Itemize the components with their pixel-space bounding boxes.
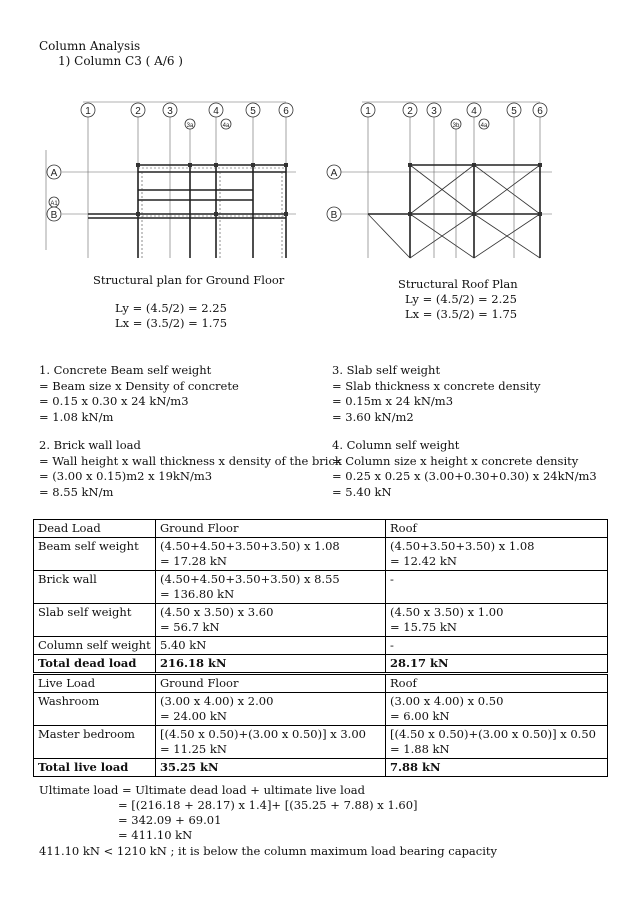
total-roof: 28.17 kN (386, 655, 608, 673)
ground-plan-caption: Structural plan for Ground Floor (93, 273, 285, 287)
roof-grid-label: A (330, 168, 338, 179)
slab-weight-calc (332, 363, 541, 425)
roof-plan-drawing (318, 90, 558, 262)
roof-cell (386, 693, 608, 726)
ultimate-load-formula: Ultimate load = Ultimate dead load + ultimate live load (39, 783, 365, 797)
table-header-row (34, 675, 608, 693)
ground-grid-label: 6 (283, 106, 289, 117)
table-header-cell: Ground Floor (156, 675, 386, 693)
ground-floor-cell (156, 637, 386, 655)
cell-line: [(4.50 x 0.50)+(3.00 x 0.50)] x 0.50 (390, 727, 596, 741)
total-ground-floor: 35.25 kN (156, 759, 386, 777)
ultimate-load-result: = 411.10 kN (118, 828, 193, 842)
roof-lx-formula: Lx = (3.5/2) = 1.75 (405, 307, 518, 321)
roof-grid-label: 5 (511, 106, 517, 117)
total-label: Total live load (34, 759, 156, 777)
table-header-row (34, 520, 608, 538)
row-label: Master bedroom (34, 726, 156, 759)
ground-floor-cell (156, 604, 386, 637)
page-title: Column Analysis (39, 39, 141, 53)
ground-floor-plan-drawing (38, 90, 300, 262)
ground-grid-label: 3a (186, 123, 194, 129)
roof-ly-formula: Ly = (4.5/2) = 2.25 (405, 292, 517, 306)
dead-load-table (33, 519, 608, 673)
cell-line: = 6.00 kN (390, 709, 450, 723)
roof-plan-caption: Structural Roof Plan (398, 277, 518, 291)
table-row (34, 571, 608, 604)
total-roof: 7.88 kN (386, 759, 608, 777)
calc-line: = (3.00 x 0.15)m2 x 19kN/m3 (39, 469, 213, 483)
cell-line: - (390, 572, 394, 586)
row-label: Washroom (34, 693, 156, 726)
roof-cell (386, 637, 608, 655)
table-header-cell: Ground Floor (156, 520, 386, 538)
ground-grid-label: B (50, 210, 58, 221)
column-subtitle: 1) Column C3 ( A/6 ) (58, 54, 183, 68)
cell-line: (3.00 x 4.00) x 0.50 (390, 694, 504, 708)
table-header-cell: Live Load (34, 675, 156, 693)
ground-grid-label: 1 (85, 106, 91, 117)
ground-ly-formula: Ly = (4.5/2) = 2.25 (115, 301, 227, 315)
roof-cell (386, 726, 608, 759)
cell-line: = 1.88 kN (390, 742, 450, 756)
ground-grid-label: 4 (213, 106, 219, 117)
column-weight-calc (332, 438, 597, 500)
cell-line: = 11.25 kN (160, 742, 227, 756)
calc-line: = 0.15 x 0.30 x 24 kN/m3 (39, 394, 189, 408)
cell-line: (4.50 x 3.50) x 3.60 (160, 605, 274, 619)
calc-line: = Column size x height x concrete density (332, 453, 579, 468)
cell-line: = 24.00 kN (160, 709, 227, 723)
table-total-row (34, 759, 608, 777)
ultimate-load-step: = 342.09 + 69.01 (118, 813, 222, 827)
cell-line: = 17.28 kN (160, 554, 227, 568)
cell-line: - (390, 638, 394, 652)
ground-floor-cell (156, 693, 386, 726)
ground-grid-label: A1 (50, 201, 58, 207)
row-label: Beam self weight (34, 538, 156, 571)
roof-grid-label: 4a (480, 123, 488, 129)
total-label: Total dead load (34, 655, 156, 673)
calc-line: = 0.15m x 24 kN/m3 (332, 394, 454, 408)
roof-grid-label: 4 (471, 106, 477, 117)
beam-weight-calc (39, 363, 239, 425)
calc-line: = Beam size x Density of concrete (39, 378, 239, 393)
live-load-table (33, 674, 608, 777)
calc-line: 3. Slab self weight (332, 363, 441, 377)
roof-grid-label: 3b (452, 123, 460, 129)
ground-grid-label: 3 (167, 106, 173, 117)
calc-line: = 1.08 kN/m (39, 409, 114, 424)
calc-line: = Wall height x wall thickness x density of the brick (39, 453, 342, 468)
calc-line: 1. Concrete Beam self weight (39, 363, 212, 377)
roof-grid-label: 3 (431, 106, 437, 117)
calc-line: = 0.25 x 0.25 x (3.00+0.30+0.30) x 24kN/m3 (332, 469, 597, 483)
roof-grid-label: 2 (407, 106, 413, 117)
ground-floor-cell (156, 726, 386, 759)
cell-line: = 56.7 kN (160, 620, 220, 634)
cell-line: = 136.80 kN (160, 587, 235, 601)
roof-cell (386, 604, 608, 637)
ground-grid-label: A (50, 168, 58, 179)
roof-cell (386, 538, 608, 571)
cell-line: [(4.50 x 0.50)+(3.00 x 0.50)] x 3.00 (160, 727, 366, 741)
cell-line: (3.00 x 4.00) x 2.00 (160, 694, 274, 708)
cell-line: (4.50+4.50+3.50+3.50) x 8.55 (160, 572, 340, 586)
calc-line: 2. Brick wall load (39, 438, 141, 452)
brick-wall-calc (39, 438, 342, 500)
table-row (34, 604, 608, 637)
cell-line: = 12.42 kN (390, 554, 457, 568)
cell-line: (4.50 x 3.50) x 1.00 (390, 605, 504, 619)
row-label: Column self weight (34, 637, 156, 655)
table-header-cell: Roof (386, 520, 608, 538)
cell-line: 5.40 kN (160, 638, 207, 652)
calc-line: = 3.60 kN/m2 (332, 409, 414, 424)
table-row (34, 726, 608, 759)
table-header-cell: Roof (386, 675, 608, 693)
table-row (34, 693, 608, 726)
calc-line: = 8.55 kN/m (39, 484, 114, 499)
cell-line: = 15.75 kN (390, 620, 457, 634)
ground-grid-label: 2 (135, 106, 141, 117)
ground-grid-label: 5 (250, 106, 256, 117)
table-total-row (34, 655, 608, 673)
ultimate-load-step: = [(216.18 + 28.17) x 1.4]+ [(35.25 + 7.88) x 1.60] (118, 798, 418, 812)
row-label: Brick wall (34, 571, 156, 604)
total-ground-floor: 216.18 kN (156, 655, 386, 673)
roof-cell (386, 571, 608, 604)
table-header-cell: Dead Load (34, 520, 156, 538)
cell-line: (4.50+4.50+3.50+3.50) x 1.08 (160, 539, 340, 553)
table-row (34, 637, 608, 655)
row-label: Slab self weight (34, 604, 156, 637)
table-row (34, 538, 608, 571)
roof-grid-label: B (330, 210, 338, 221)
roof-grid-label: 1 (365, 106, 371, 117)
ground-grid-label: 4a (222, 123, 230, 129)
capacity-conclusion: 411.10 kN < 1210 kN ; it is below the column maximum load bearing capacity (39, 844, 498, 858)
cell-line: (4.50+3.50+3.50) x 1.08 (390, 539, 535, 553)
calc-line: = 5.40 kN (332, 484, 392, 499)
roof-grid-label: 6 (537, 106, 543, 117)
calc-line: = Slab thickness x concrete density (332, 378, 541, 393)
calc-line: 4. Column self weight (332, 438, 460, 452)
ground-floor-cell (156, 571, 386, 604)
ground-lx-formula: Lx = (3.5/2) = 1.75 (115, 316, 228, 330)
ground-floor-cell (156, 538, 386, 571)
